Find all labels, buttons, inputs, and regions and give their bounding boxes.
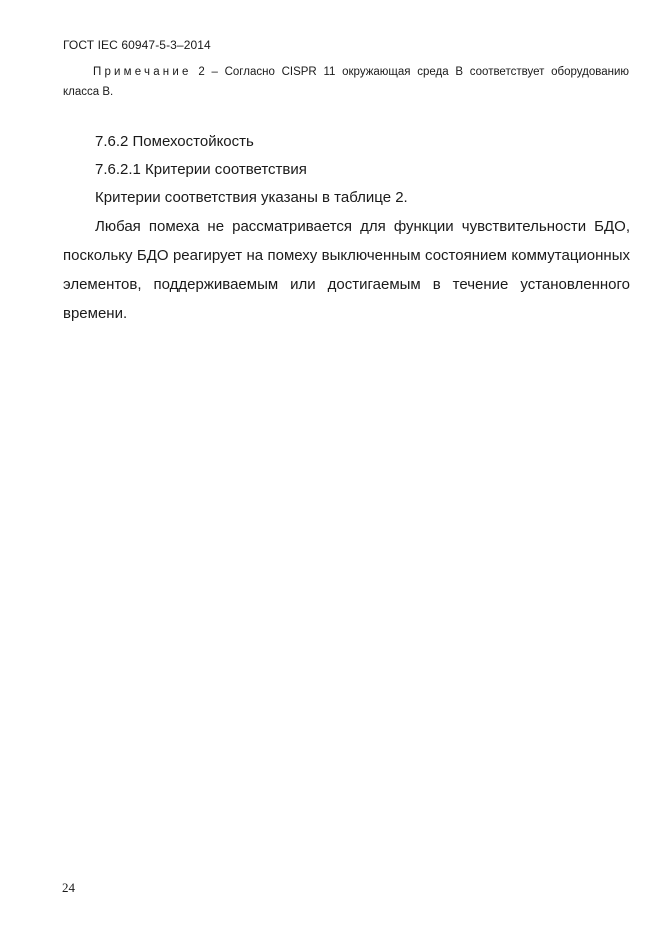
body-paragraph: Любая помеха не рассматривается для функции чувствительности БДО, поскольку БДО реагирует на помеху выключенным состоянием коммутационных элементов, поддерживаемым или достигаемым в течение установленного времени. <box>63 218 630 322</box>
subsection-heading: 7.6.2.1 Критерии соответствия <box>95 161 307 178</box>
document-body <box>63 128 630 328</box>
criteria-text: Критерии соответствия указаны в таблице 2. <box>95 189 408 206</box>
note-label: Примечание <box>93 66 192 78</box>
note-block <box>63 62 629 102</box>
page-number: 24 <box>62 880 75 895</box>
note-text: 2 – Согласно CISPR 11 окружающая среда В соответствует оборудованию класса В. <box>63 66 629 98</box>
document-standard-id: ГОСТ IEC 60947-5-3–2014 <box>63 38 211 52</box>
section-heading: 7.6.2 Помехостойкость <box>95 133 254 150</box>
